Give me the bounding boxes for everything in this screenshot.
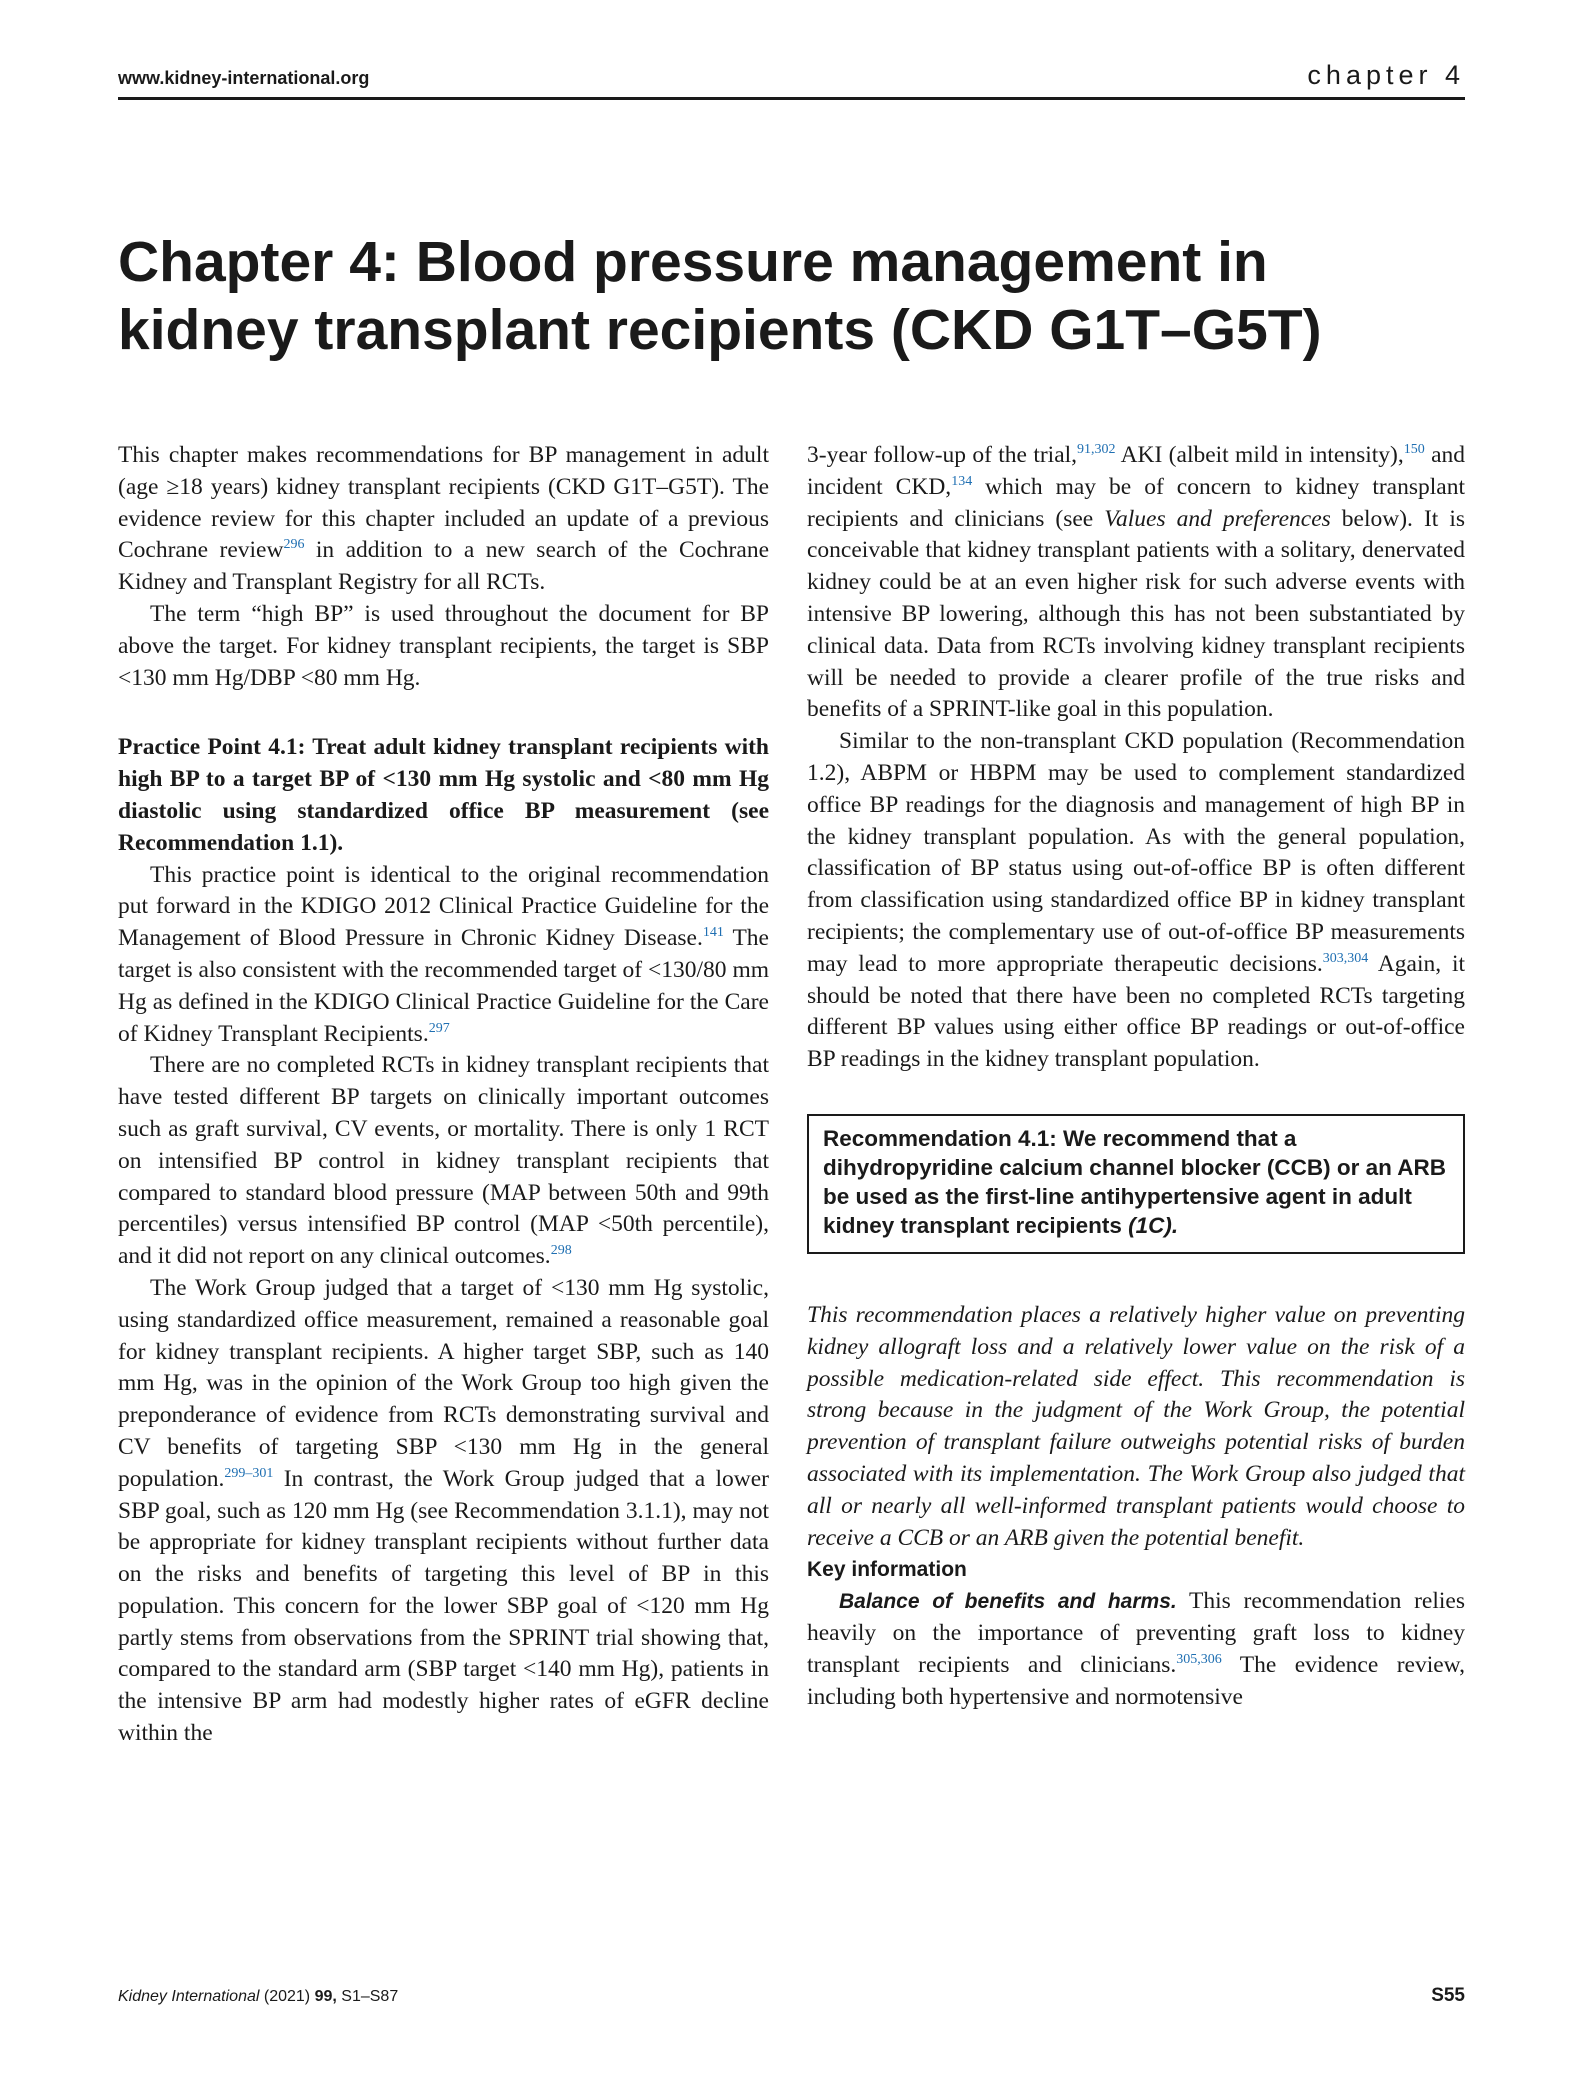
high-bp-definition-paragraph: The term “high BP” is used throughout the document for BP above the target. For kidney transplant recipients, the target is SBP <130 mm Hg/DBP <80 mm Hg.: [118, 600, 769, 691]
work-group-paragraph: The Work Group judged that a target of <130 mm Hg systolic, using standardized office measurement, remained a reasonable goal for kidney transplant recipients. A higher target SBP, such as 140 mm Hg, was in the opinion of the Work Group too high given the preponderance of evidence from RCTs demonstrating survival and CV benefits of targeting SBP <130 mm Hg in the general population.$^{299-301}$ In contrast, the Work Group judged that a lower SBP goal, such as 120 mm Hg (see Recommendation 3.1.1), may not be appropriate for kidney transplant recipients without further data on the risks and benefits of targeting this level of BP in this population. This concern for the lower SBP goal of <120 mm Hg partly stems from observations from the SPRINT trial showing that, compared to the standard arm (SBP target <140 mm Hg), patients in the intensive BP arm had modestly higher rates of eGFR decline within the: [118, 1274, 769, 1747]
recommendation-box: [807, 1114, 1465, 1254]
balance-paragraph: Balance of benefits and harms. This recommendation relies heavily on the importance of preventing graft loss to kidney transplant recipients and clinicians.$^{305,306}$ The evidence review, including both hypertensive and normotensive: [807, 1588, 1465, 1710]
header-rule: [118, 97, 1465, 100]
intro-paragraph: This chapter makes recommendations for BP management in adult (age ≥18 years) kidney transplant recipients (CKD G1T–G5T). The evidence review for this chapter included an update of a previous Cochrane review$^{296}$ in addition to a new search of the Cochrane Kidney and Transplant Registry for all RCTs.: [118, 442, 769, 596]
abpm-hbpm-paragraph: Similar to the non-transplant CKD population (Recommendation 1.2), ABPM or HBPM may be used to complement standardized office BP readings for the diagnosis and management of high BP in the kidney transplant population. As with the general population, classification of BP status using out-of-office BP is often different from classification using standardized office BP in kidney transplant recipients; the complementary use of out-of-office BP measurements may lead to more appropriate therapeutic decisions.$^{303,304}$ Again, it should be noted that there have been no completed RCTs targeting different BP values using either office BP readings or out-of-office BP readings in the kidney transplant population.: [807, 728, 1465, 1073]
footer-citation: Kidney International (2021) 99, S1–S87: [118, 1988, 399, 2005]
citation-ref[interactable]: 299–301: [224, 1465, 274, 1481]
citation-ref[interactable]: 296: [283, 537, 305, 553]
left-column: [118, 440, 769, 1750]
key-information-heading: Key information: [807, 1558, 967, 1582]
evidence-grade: (1C).: [1128, 1212, 1179, 1238]
values-preferences-link[interactable]: Values and preferences: [1104, 505, 1331, 532]
recommendation-rationale: This recommendation places a relatively higher value on preventing kidney allograft loss and a relatively lower value on the risk of a possible medication-related side effect. This recommendation is strong because in the judgment of the Work Group, the potential prevention of transplant failure outweighs potential risks of burden associated with its implementation. The Work Group also judged that all or nearly all well-informed transplant patients would choose to receive a CCB or an ARB given the potential benefit.: [807, 1301, 1465, 1551]
citation-ref[interactable]: 150: [1403, 442, 1425, 458]
citation-ref[interactable]: 297: [428, 1020, 450, 1036]
balance-lead-in: Balance of benefits and harms.: [839, 1590, 1177, 1614]
citation-ref[interactable]: 134: [951, 473, 973, 489]
citation-ref[interactable]: 141: [702, 925, 724, 941]
header-url[interactable]: www.kidney-international.org: [118, 68, 370, 88]
recommendation-text: Recommendation 4.1: We recommend that a dihydropyridine calcium channel blocker (CCB) or an ARB be used as the first-line antihypertensive agent in adult kidney transplant recipients (1C).: [823, 1125, 1447, 1238]
citation-ref[interactable]: 91,302: [1077, 442, 1116, 458]
rct-evidence-paragraph: There are no completed RCTs in kidney transplant recipients that have tested different BP targets on clinically important outcomes such as graft survival, CV events, or mortality. There is only 1 RCT on intensified BP control in kidney transplant recipients that compared to standard blood pressure (MAP between 50th and 99th percentiles) versus intensified BP control (MAP <50th percentile), and it did not report on any clinical outcomes.$^{298}$: [118, 1052, 769, 1270]
header-chapter-label: chapter 4: [1307, 60, 1465, 90]
sprint-risk-paragraph: 3-year follow-up of the trial,$^{91,302}$ AKI (albeit mild in intensity),$^{150}$ and incident CKD,$^{134}$ which may be of concern to kidney transplant recipients and clinicians (see Values and preferences below). It is conceivable that kidney transplant patients with a solitary, denervated kidney could be at an even higher risk for such adverse events with intensive BP lowering, although this has not been substantiated by clinical data. Data from RCTs involving kidney transplant recipients will be needed to provide a clearer profile of the true risks and benefits of a SPRINT-like goal in this population.: [807, 442, 1465, 723]
page-title: Chapter 4: Blood pressure management in kidney transplant recipients (CKD G1T–G5T): [118, 230, 1322, 362]
page-number: S55: [1431, 1985, 1465, 2006]
right-column: [807, 440, 1465, 1714]
citation-ref[interactable]: 303,304: [1322, 950, 1369, 966]
citation-ref[interactable]: 298: [550, 1243, 572, 1259]
practice-point-heading: Practice Point 4.1: Treat adult kidney transplant recipients with high BP to a target BP of <130 mm Hg systolic and <80 mm Hg diastolic using standardized office BP measurement (see Recommendation 1.1).: [118, 734, 769, 856]
practice-point-paragraph: This practice point is identical to the original recommendation put forward in the KDIGO 2012 Clinical Practice Guideline for the Management of Blood Pressure in Chronic Kidney Disease.$^{141}$ The target is also consistent with the recommended target of <130/80 mm Hg as defined in the KDIGO Clinical Practice Guideline for the Care of Kidney Transplant Recipients.$^{297}$: [118, 861, 769, 1047]
citation-ref[interactable]: 305,306: [1176, 1652, 1222, 1668]
